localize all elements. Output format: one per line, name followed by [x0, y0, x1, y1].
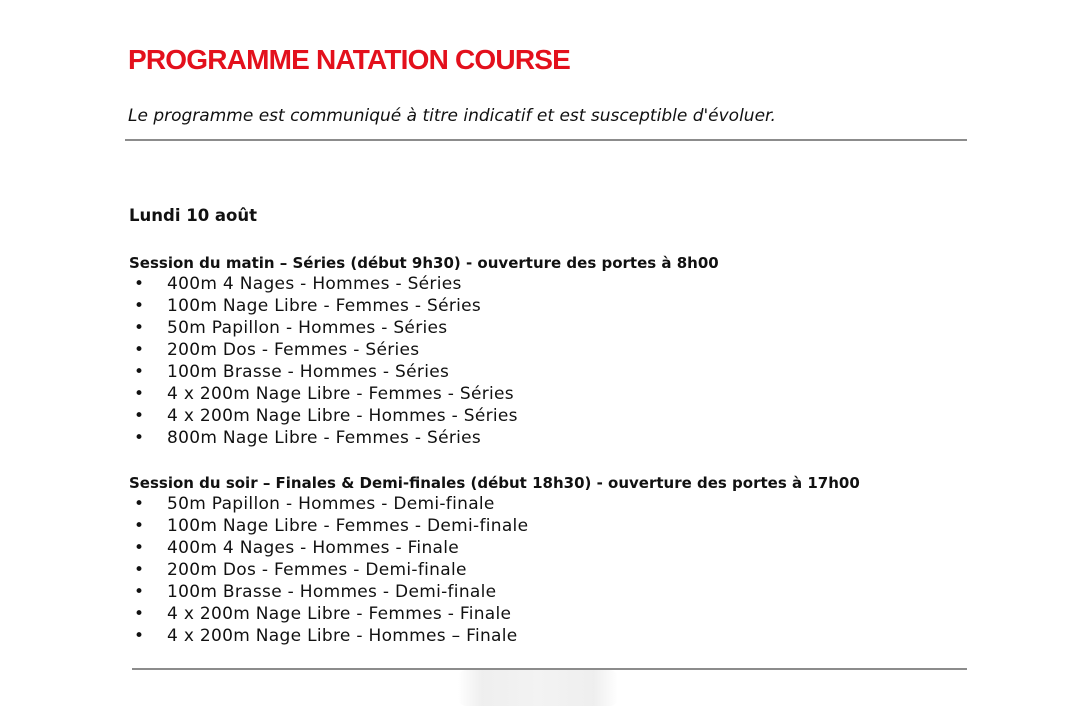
event-label: 100m Brasse - Hommes - Séries: [167, 362, 450, 382]
event-label: 4 x 200m Nage Libre - Hommes – Finale: [167, 626, 518, 646]
evening-session-heading: Session du soir – Finales & Demi-finales (début 18h30) - ouverture des portes à 17h00: [129, 474, 860, 492]
event-label: 50m Papillon - Hommes - Séries: [167, 318, 448, 338]
event-label: 100m Nage Libre - Femmes - Demi-finale: [167, 516, 529, 536]
event-label: 200m Dos - Femmes - Demi-finale: [167, 560, 467, 580]
bullet-icon: •: [134, 516, 145, 536]
event-label: 100m Brasse - Hommes - Demi-finale: [167, 582, 497, 602]
bullet-icon: •: [134, 582, 145, 602]
scroll-handle[interactable]: [458, 670, 618, 706]
page-title: PROGRAMME NATATION COURSE: [128, 44, 570, 75]
bullet-icon: •: [134, 538, 145, 558]
bullet-icon: •: [134, 626, 145, 646]
morning-session-heading: Session du matin – Séries (début 9h30) - ouverture des portes à 8h00: [129, 254, 719, 272]
event-label: 4 x 200m Nage Libre - Femmes - Séries: [167, 384, 514, 404]
event-label: 4 x 200m Nage Libre - Hommes - Séries: [167, 406, 518, 426]
bullet-icon: •: [134, 362, 145, 382]
event-label: 400m 4 Nages - Hommes - Séries: [167, 274, 462, 294]
bullet-icon: •: [134, 428, 145, 448]
event-label: 100m Nage Libre - Femmes - Séries: [167, 296, 482, 316]
disclaimer-text: Le programme est communiqué à titre indicatif et est susceptible d'évoluer.: [128, 106, 776, 126]
bullet-icon: •: [134, 274, 145, 294]
event-label: 400m 4 Nages - Hommes - Finale: [167, 538, 460, 558]
event-label: 50m Papillon - Hommes - Demi-finale: [167, 494, 495, 514]
bullet-icon: •: [134, 384, 145, 404]
bullet-icon: •: [134, 340, 145, 360]
bullet-icon: •: [134, 604, 145, 624]
event-label: 800m Nage Libre - Femmes - Séries: [167, 428, 482, 448]
bullet-icon: •: [134, 296, 145, 316]
bullet-icon: •: [134, 494, 145, 514]
day-heading: Lundi 10 août: [129, 206, 258, 225]
bullet-icon: •: [134, 406, 145, 426]
event-label: 200m Dos - Femmes - Séries: [167, 340, 420, 360]
bullet-icon: •: [134, 318, 145, 338]
top-divider: [125, 139, 967, 141]
bullet-icon: •: [134, 560, 145, 580]
event-label: 4 x 200m Nage Libre - Femmes - Finale: [167, 604, 512, 624]
